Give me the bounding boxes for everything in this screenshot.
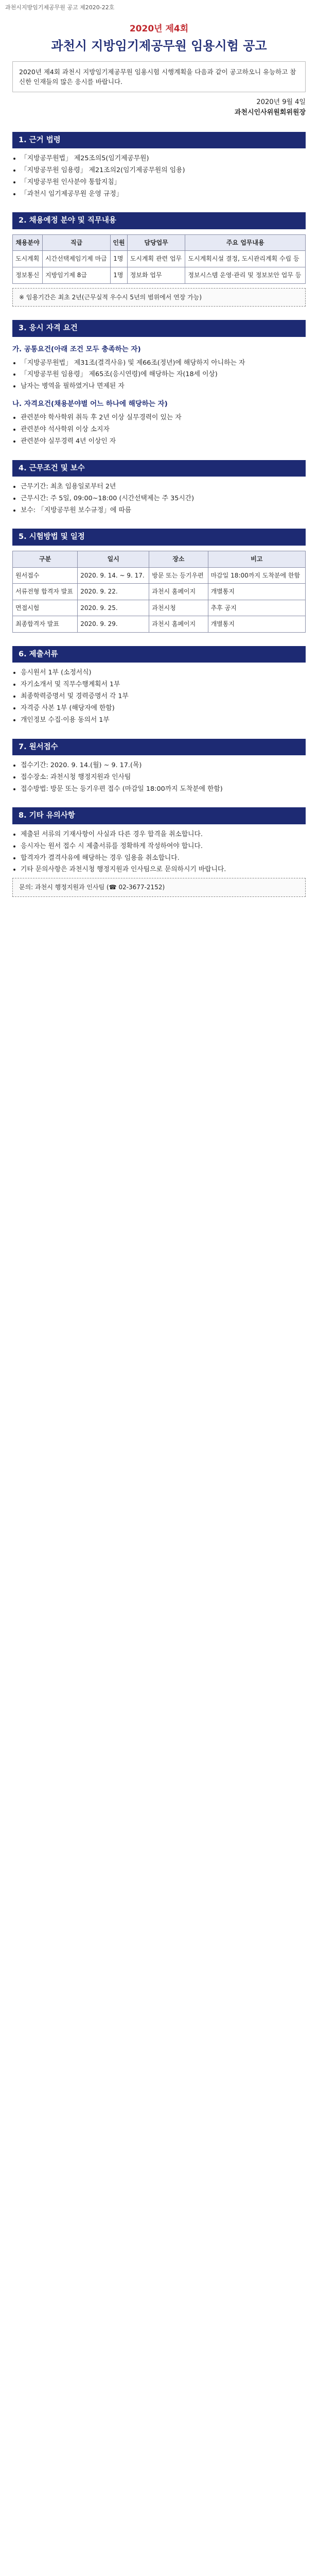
section-schedule-heading: 5. 시험방법 및 일정 — [12, 529, 306, 545]
table-cell: 면접시험 — [13, 600, 78, 616]
table-cell: 원서접수 — [13, 567, 78, 584]
list-item: • 보수: 「지방공무원 보수규정」에 따름 — [21, 505, 306, 516]
list-item: • 관련분야 학사학위 취득 후 2년 이상 실무경력이 있는 자 — [21, 413, 306, 423]
list-item: • 남자는 병역을 필하였거나 면제된 자 — [21, 381, 306, 392]
list-item: • 최종학력증명서 및 경력증명서 각 1부 — [21, 691, 306, 702]
qualification-requirements-heading: 나. 자격요건(채용분야별 어느 하나에 해당하는 자) — [12, 400, 168, 409]
announcement-subtitle: 2020년 제4회 — [129, 24, 189, 35]
table-row — [13, 267, 306, 284]
list-item: • 기타 문의사항은 과천시청 행정지원과 인사팀으로 문의하시기 바랍니다. — [21, 865, 306, 875]
issue-date: 2020년 9월 4일 — [256, 98, 306, 107]
table-header: 비고 — [208, 551, 305, 567]
list-item: • 「지방공무원법」 제25조의5(임기제공무원) — [21, 154, 306, 164]
documents-list — [21, 668, 306, 725]
table-cell: 시간선택제임기제 마급 — [43, 251, 111, 267]
table-row — [13, 567, 306, 584]
table-cell: 최종합격자 발표 — [13, 616, 78, 633]
table-row — [13, 616, 306, 633]
positions-table — [12, 234, 306, 284]
section-application-heading: 7. 원서접수 — [12, 739, 306, 755]
section-positions-heading: 2. 채용예정 분야 및 직무내용 — [12, 212, 306, 229]
list-item: • 「지방공무원 임용령」 제21조의2(임기제공무원의 임용) — [21, 165, 306, 176]
contact-info: 문의: 과천시 행정지원과 인사팀 (☎ 02-3677-2152) — [12, 878, 306, 897]
title-block — [12, 22, 306, 56]
table-header: 장소 — [149, 551, 208, 567]
table-cell: 2020. 9. 22. — [78, 584, 149, 600]
table-cell: 정보통신 — [13, 267, 43, 284]
list-item: • 근무시간: 주 5일, 09:00~18:00 (시간선택제는 주 35시간) — [21, 494, 306, 504]
issuer-name: 과천시인사위원회위원장 — [234, 109, 306, 117]
table-header: 주요 업무내용 — [185, 234, 306, 251]
intro-text: 2020년 제4회 과천시 지방임기제공무원 임용시험 시행계획을 다음과 같이 공고하오니 유능하고 참신한 인재들의 많은 응시를 바랍니다. — [12, 61, 306, 93]
table-header: 채용분야 — [13, 234, 43, 251]
list-item: • 근무기간: 최초 임용일로부터 2년 — [21, 482, 306, 492]
common-requirements-list — [21, 358, 306, 392]
list-item: • 접수장소: 과천시청 행정지원과 인사팀 — [21, 772, 306, 783]
announcement-title: 과천시 지방임기제공무원 임용시험 공고 — [51, 39, 267, 54]
section-qualifications-heading: 3. 응시 자격 요건 — [12, 320, 306, 336]
common-requirements-heading: 가. 공통요건(아래 조건 모두 충족하는 자) — [12, 345, 141, 353]
table-cell: 2020. 9. 25. — [78, 600, 149, 616]
list-item: • 개인정보 수집·이용 동의서 1부 — [21, 715, 306, 725]
section-documents-heading: 6. 제출서류 — [12, 646, 306, 663]
application-list — [21, 760, 306, 794]
table-cell: 추후 공지 — [208, 600, 305, 616]
list-item: • 자기소개서 및 직무수행계획서 1부 — [21, 680, 306, 690]
table-cell: 정보화 업무 — [127, 267, 185, 284]
section-notes-heading: 8. 기타 유의사항 — [12, 807, 306, 824]
list-item: • 응시원서 1부 (소정서식) — [21, 668, 306, 678]
table-cell: 도시계획 — [13, 251, 43, 267]
table-cell: 2020. 9. 29. — [78, 616, 149, 633]
table-header: 담당업무 — [127, 234, 185, 251]
notes-list — [21, 829, 306, 875]
list-item: • 합격자가 결격사유에 해당하는 경우 임용을 취소합니다. — [21, 853, 306, 863]
list-item: • 관련분야 실무경력 4년 이상인 자 — [21, 436, 306, 447]
table-cell: 방문 또는 등기우편 — [149, 567, 208, 584]
list-item: • 관련분야 석사학위 이상 소지자 — [21, 425, 306, 435]
list-item: • 접수기간: 2020. 9. 14.(월) ~ 9. 17.(목) — [21, 760, 306, 771]
table-cell: 정보시스템 운영·관리 및 정보보안 업무 등 — [185, 267, 306, 284]
table-cell: 2020. 9. 14. ~ 9. 17. — [78, 567, 149, 584]
table-row — [13, 251, 306, 267]
table-header: 일시 — [78, 551, 149, 567]
section-work-conditions-heading: 4. 근무조건 및 보수 — [12, 460, 306, 477]
list-item: • 접수방법: 방문 또는 등기우편 접수 (마감일 18:00까지 도착분에 한함) — [21, 784, 306, 794]
positions-note: ※ 임용기간은 최초 2년(근무실적 우수시 5년의 범위에서 연장 가능) — [12, 288, 306, 307]
table-header: 구분 — [13, 551, 78, 567]
table-cell: 지방임기제 8급 — [43, 267, 111, 284]
table-cell: 개별통지 — [208, 584, 305, 600]
document-number: 과천시지방임기제공무원 공고 제2020-22호 — [5, 4, 115, 11]
list-item: • 응시자는 원서 접수 시 제출서류를 정확하게 작성하여야 합니다. — [21, 841, 306, 852]
table-cell: 개별통지 — [208, 616, 305, 633]
list-item: • 제출된 서류의 기재사항이 사실과 다른 경우 합격을 취소합니다. — [21, 829, 306, 840]
table-header: 인원 — [111, 234, 128, 251]
schedule-table — [12, 551, 306, 633]
issuer-block — [12, 97, 306, 118]
table-header-row — [13, 551, 306, 567]
table-header: 직급 — [43, 234, 111, 251]
list-item: • 「과천시 임기제공무원 운영 규정」 — [21, 189, 306, 199]
work-conditions-list — [21, 482, 306, 515]
table-row — [13, 600, 306, 616]
table-cell: 과천시청 — [149, 600, 208, 616]
table-cell: 서류전형 합격자 발표 — [13, 584, 78, 600]
table-cell: 도시계획시설 결정, 도시관리계획 수립 등 — [185, 251, 306, 267]
legal-basis-list — [21, 154, 306, 199]
table-cell: 과천시 홈페이지 — [149, 584, 208, 600]
list-item: • 자격증 사본 1부 (해당자에 한함) — [21, 703, 306, 714]
table-row — [13, 584, 306, 600]
table-cell: 1명 — [111, 251, 128, 267]
list-item: • 「지방공무원 인사분야 통합지침」 — [21, 177, 306, 188]
table-cell: 1명 — [111, 267, 128, 284]
table-cell: 도시계획 관련 업무 — [127, 251, 185, 267]
table-cell: 과천시 홈페이지 — [149, 616, 208, 633]
qualification-list — [21, 413, 306, 446]
list-item: • 「지방공무원 임용령」 제65조(응시연령)에 해당하는 자(18세 이상) — [21, 369, 306, 380]
list-item: • 「지방공무원법」 제31조(결격사유) 및 제66조(정년)에 해당하지 아니하는 자 — [21, 358, 306, 368]
table-cell: 마감일 18:00까지 도착분에 한함 — [208, 567, 305, 584]
section-legal-basis-heading: 1. 근거 법령 — [12, 132, 306, 148]
table-header-row — [13, 234, 306, 251]
